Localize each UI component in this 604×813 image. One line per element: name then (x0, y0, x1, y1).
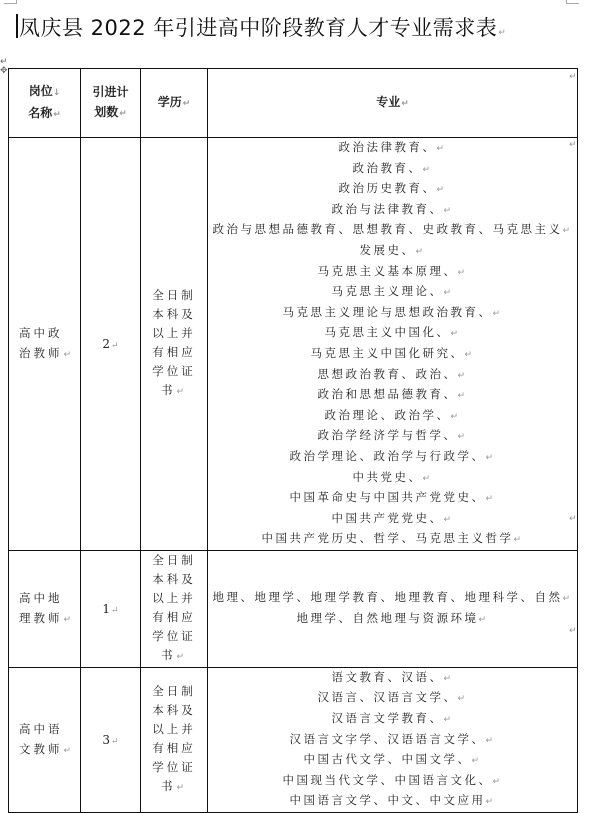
specialty-line: 中国古代文学、中国文学、↵ (303, 752, 482, 767)
education-line: 有相应 (152, 344, 196, 359)
education-cell (141, 138, 208, 551)
education-line: 以上并 (152, 325, 196, 340)
education-line: 有相应 (152, 609, 196, 624)
post-name-cell (9, 667, 81, 812)
specialty-line: 地理学、自然地理与资源环境↵ (296, 610, 489, 625)
education-line: 以上并 (152, 590, 196, 605)
specialty-text: 中国语言文学、中文、中文应用 (289, 793, 486, 808)
specialty-line: 马克思主义理论、↵ (331, 284, 454, 299)
education-line: 全日制 (152, 552, 196, 567)
post-name-line: 高中语 (19, 721, 63, 736)
specialty-text: 中国共产党历史、哲学、马克思主义哲学 (261, 531, 514, 546)
specialty-line: 政治法律教育、↵ (338, 140, 447, 154)
post-name-line: 治教师 ↵ (19, 346, 74, 360)
education-line: 本科及 (152, 306, 196, 321)
table-row (9, 138, 578, 551)
specialty-text: 思想政治教育、政治、 (317, 366, 458, 381)
specialty-text: 发展史、 (359, 242, 416, 257)
specialty-line: 政治教育、↵ (352, 160, 433, 175)
education-line: 全日制 (152, 287, 196, 302)
post-name-line: 文教师 ↵ (19, 742, 74, 756)
specialty-text: 地理学、自然地理与资源环境 (296, 610, 479, 625)
plan-count-cell (81, 138, 141, 551)
specialty-text: 政治与思想品德教育、思想教育、史政教育、马克思主义 (212, 222, 563, 237)
specialty-text: 汉语言、汉语言文学、 (317, 690, 458, 705)
education-line: 以上并 (152, 721, 196, 736)
education-line: 书 ↵ (161, 779, 187, 793)
specialty-cell (208, 550, 578, 667)
specialty-text: 中国现当代文学、中国语言文化、 (282, 772, 493, 787)
specialty-line: 马克思主义中国化研究、↵ (310, 345, 475, 360)
specialty-line: 思想政治教育、政治、↵ (317, 366, 468, 381)
plan-count: 1 ↵ (102, 602, 118, 616)
specialty-cell (208, 138, 578, 551)
specialty-line: 政治理论、政治学、↵ (324, 407, 461, 422)
post-name-line: 高中地 (19, 590, 63, 605)
education-line: 有相应 (152, 740, 196, 755)
specialty-requirements-table (8, 68, 578, 813)
specialty-line: 政治和思想品德教育、↵ (317, 387, 468, 402)
specialty-line: 发展史、↵ (359, 242, 426, 257)
specialty-line: 中国共产党党史、↵ (331, 510, 454, 525)
table-row (9, 550, 578, 667)
specialty-text: 政治历史教育、 (338, 181, 437, 196)
header-plan-line: 引进计 (92, 85, 129, 99)
row-end-mark: ↵ (569, 140, 577, 150)
specialty-text: 政治和思想品德教育、 (317, 387, 458, 402)
header-education-label: 学历 ↵ (158, 95, 191, 109)
specialty-line: 汉语言、汉语言文学、↵ (317, 690, 468, 705)
specialty-line: 中国语言文学、中文、中文应用↵ (289, 793, 496, 808)
specialty-text: 中国共产党党史、 (331, 510, 444, 525)
row-end-mark: ↵ (569, 72, 577, 82)
specialty-text: 中国革命史与中国共产党党史、 (289, 490, 486, 505)
post-name-cell (9, 550, 81, 667)
specialty-text: 政治法律教育、 (338, 140, 437, 154)
education-line: 学位证 (152, 759, 196, 774)
post-name-cell (9, 138, 81, 551)
education-cell (141, 550, 208, 667)
specialty-line: 地理、地理学、地理学教育、地理教育、地理科学、自然↵ (212, 590, 573, 605)
specialty-line: 政治与思想品德教育、思想教育、史政教育、马克思主义↵ (212, 222, 573, 237)
specialty-text: 地理、地理学、地理学教育、地理教育、地理科学、自然 (212, 590, 563, 605)
specialty-line: 汉语言文字学、汉语语言文学、↵ (289, 731, 496, 746)
table-move-handle-icon[interactable]: ↵ ✥ (0, 57, 8, 76)
specialty-text: 政治教育、 (352, 160, 423, 175)
education-line: 学位证 (152, 363, 196, 378)
specialty-cell (208, 667, 578, 812)
education-line: 本科及 (152, 571, 196, 586)
specialty-line: 中共党史、↵ (352, 469, 433, 484)
post-name-line: 高中政 (19, 325, 63, 340)
education-line: 书 ↵ (161, 648, 187, 662)
specialty-line: 政治历史教育、↵ (338, 181, 447, 196)
table-header-row (9, 69, 578, 138)
specialty-line: 马克思主义基本原理、↵ (317, 263, 468, 278)
row-end-mark: ↵ (569, 626, 577, 636)
plan-count: 3 ↵ (102, 733, 118, 747)
specialty-text: 马克思主义理论、 (331, 284, 444, 299)
specialty-text: 汉语言文字学、汉语语言文学、 (289, 731, 486, 746)
post-name-line: 理教师 ↵ (19, 611, 74, 625)
specialty-text: 马克思主义基本原理、 (317, 263, 458, 278)
specialty-text: 汉语言文学教育、 (331, 711, 444, 726)
header-specialty-label: 专业 ↵ (376, 95, 409, 109)
specialty-text: 政治学经济学与哲学、 (317, 428, 458, 443)
specialty-text: 中共党史、 (352, 469, 423, 484)
specialty-text: 中国古代文学、中国文学、 (303, 752, 472, 767)
education-line: 本科及 (152, 702, 196, 717)
header-post: 岗位↓ 名称 ↵ (9, 69, 81, 138)
page-corner-mark-right (566, 0, 579, 4)
specialty-text: 语文教育、汉语、 (331, 669, 444, 684)
table-row (9, 667, 578, 812)
header-post-line: 名称 ↵ (28, 106, 61, 120)
education-cell (141, 667, 208, 812)
plan-count-cell (81, 667, 141, 812)
specialty-line: 汉语言文学教育、↵ (331, 711, 454, 726)
document-title[interactable]: 凤庆县 2022 年引进高中阶段教育人才专业需求表 ↵ (19, 12, 506, 42)
specialty-line: 政治学经济学与哲学、↵ (317, 428, 468, 443)
specialty-text: 马克思主义中国化研究、 (310, 345, 465, 360)
header-specialty (208, 69, 578, 138)
header-education (141, 69, 208, 138)
plan-count: 2 ↵ (102, 337, 118, 351)
specialty-line: 中国革命史与中国共产党党史、↵ (289, 490, 496, 505)
specialty-line: 马克思主义理论与思想政治教育、↵ (282, 304, 503, 319)
education-line: 全日制 (152, 683, 196, 698)
specialty-line: 中国现当代文学、中国语言文化、↵ (282, 772, 503, 787)
specialty-text: 马克思主义理论与思想政治教育、 (282, 304, 493, 319)
header-plan-line: 划数 ↵ (94, 105, 127, 119)
education-line: 书 ↵ (161, 383, 187, 397)
row-end-mark: ↵ (569, 514, 577, 524)
text-cursor (16, 14, 18, 38)
specialty-line: 中国共产党历史、哲学、马克思主义哲学↵ (261, 531, 524, 546)
specialty-line: 政治学理论、政治学与行政学、↵ (289, 448, 496, 463)
plan-count-cell (81, 550, 141, 667)
specialty-line: 马克思主义中国化、↵ (324, 325, 461, 340)
education-line: 学位证 (152, 628, 196, 643)
specialty-text: 政治与法律教育、 (331, 201, 444, 216)
specialty-text: 马克思主义中国化、 (324, 325, 451, 340)
header-plan (81, 69, 141, 138)
specialty-line: 政治与法律教育、↵ (331, 201, 454, 216)
specialty-text: 政治理论、政治学、 (324, 407, 451, 422)
specialty-line: 语文教育、汉语、↵ (331, 669, 454, 684)
specialty-text: 政治学理论、政治学与行政学、 (289, 448, 486, 463)
header-post-line: 岗位 (28, 84, 53, 98)
page-corner-mark-left (4, 0, 17, 4)
